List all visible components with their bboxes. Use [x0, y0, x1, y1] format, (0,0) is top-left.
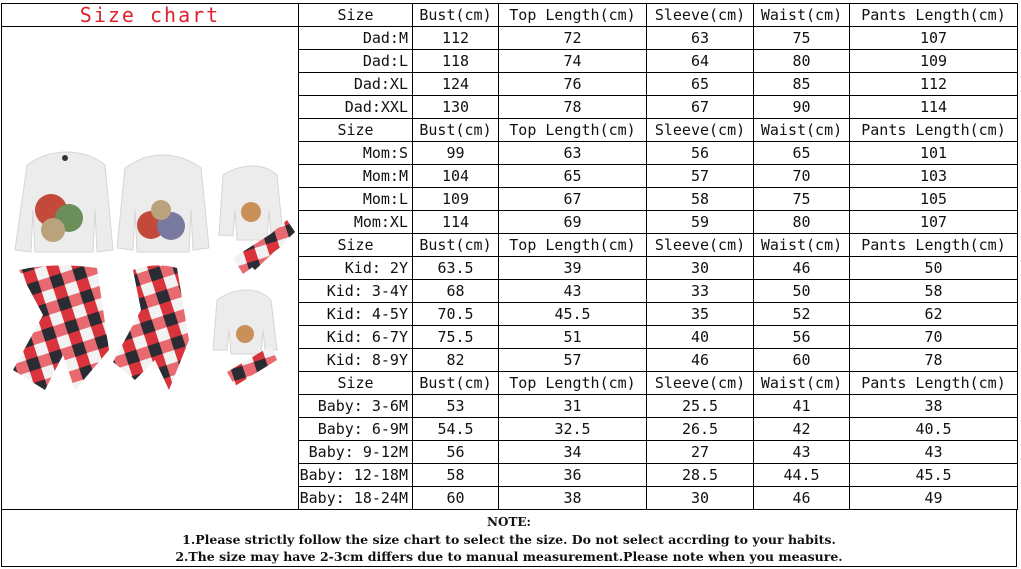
- column-header-size: Size: [299, 4, 413, 27]
- size-chart-title: Size chart: [2, 4, 299, 27]
- cell-top-length-cm: 69: [499, 211, 647, 234]
- column-header-waist-cm: Waist(cm): [754, 4, 850, 27]
- notes-title: NOTE:: [487, 515, 531, 529]
- cell-bust-cm: 114: [413, 211, 499, 234]
- size-label: Kid: 2Y: [299, 257, 413, 280]
- cell-top-length-cm: 39: [499, 257, 647, 280]
- product-image-cell: [2, 27, 299, 510]
- notes-line-2: 2.The size may have 2-3cm differs due to manual measurement.Please note when you measure.: [175, 549, 843, 564]
- cell-pants-length-cm: 107: [850, 27, 1018, 50]
- cell-top-length-cm: 38: [499, 487, 647, 510]
- cell-pants-length-cm: 50: [850, 257, 1018, 280]
- cell-pants-length-cm: 78: [850, 349, 1018, 372]
- cell-bust-cm: 99: [413, 142, 499, 165]
- cell-waist-cm: 85: [754, 73, 850, 96]
- cell-top-length-cm: 72: [499, 27, 647, 50]
- cell-pants-length-cm: 62: [850, 303, 1018, 326]
- cell-top-length-cm: 43: [499, 280, 647, 303]
- cell-bust-cm: 118: [413, 50, 499, 73]
- cell-bust-cm: 58: [413, 464, 499, 487]
- cell-waist-cm: 46: [754, 257, 850, 280]
- cell-top-length-cm: 32.5: [499, 418, 647, 441]
- column-header-pants-length-cm: Pants Length(cm): [850, 4, 1018, 27]
- cell-sleeve-cm: 58: [647, 188, 754, 211]
- cell-sleeve-cm: 30: [647, 257, 754, 280]
- cell-sleeve-cm: 65: [647, 73, 754, 96]
- cell-sleeve-cm: 26.5: [647, 418, 754, 441]
- cell-waist-cm: 70: [754, 165, 850, 188]
- cell-bust-cm: 75.5: [413, 326, 499, 349]
- cell-waist-cm: 75: [754, 188, 850, 211]
- column-header-sleeve-cm: Sleeve(cm): [647, 119, 754, 142]
- column-header-pants-length-cm: Pants Length(cm): [850, 234, 1018, 257]
- column-header-bust-cm: Bust(cm): [413, 4, 499, 27]
- cell-bust-cm: 124: [413, 73, 499, 96]
- notes-line-1: 1.Please strictly follow the size chart to select the size. Do not select accrding to your habits.: [182, 532, 836, 547]
- cell-top-length-cm: 67: [499, 188, 647, 211]
- cell-top-length-cm: 74: [499, 50, 647, 73]
- cell-sleeve-cm: 40: [647, 326, 754, 349]
- cell-top-length-cm: 31: [499, 395, 647, 418]
- cell-waist-cm: 65: [754, 142, 850, 165]
- cell-bust-cm: 112: [413, 27, 499, 50]
- size-label: Baby: 9-12M: [299, 441, 413, 464]
- cell-pants-length-cm: 43: [850, 441, 1018, 464]
- cell-pants-length-cm: 112: [850, 73, 1018, 96]
- cell-sleeve-cm: 30: [647, 487, 754, 510]
- cell-sleeve-cm: 56: [647, 142, 754, 165]
- cell-bust-cm: 70.5: [413, 303, 499, 326]
- size-label: Kid: 3-4Y: [299, 280, 413, 303]
- cell-bust-cm: 82: [413, 349, 499, 372]
- cell-sleeve-cm: 27: [647, 441, 754, 464]
- cell-top-length-cm: 63: [499, 142, 647, 165]
- cell-waist-cm: 90: [754, 96, 850, 119]
- cell-bust-cm: 56: [413, 441, 499, 464]
- cell-waist-cm: 60: [754, 349, 850, 372]
- cell-waist-cm: 43: [754, 441, 850, 464]
- column-header-bust-cm: Bust(cm): [413, 372, 499, 395]
- size-label: Dad:L: [299, 50, 413, 73]
- column-header-waist-cm: Waist(cm): [754, 119, 850, 142]
- cell-waist-cm: 56: [754, 326, 850, 349]
- column-header-sleeve-cm: Sleeve(cm): [647, 4, 754, 27]
- column-header-size: Size: [299, 234, 413, 257]
- size-label: Kid: 8-9Y: [299, 349, 413, 372]
- cell-sleeve-cm: 25.5: [647, 395, 754, 418]
- cell-waist-cm: 80: [754, 50, 850, 73]
- cell-top-length-cm: 78: [499, 96, 647, 119]
- column-header-top-length-cm: Top Length(cm): [499, 234, 647, 257]
- cell-bust-cm: 54.5: [413, 418, 499, 441]
- column-header-waist-cm: Waist(cm): [754, 372, 850, 395]
- cell-pants-length-cm: 103: [850, 165, 1018, 188]
- cell-top-length-cm: 45.5: [499, 303, 647, 326]
- cell-sleeve-cm: 35: [647, 303, 754, 326]
- cell-top-length-cm: 57: [499, 349, 647, 372]
- cell-waist-cm: 42: [754, 418, 850, 441]
- size-label: Dad:XXL: [299, 96, 413, 119]
- column-header-top-length-cm: Top Length(cm): [499, 119, 647, 142]
- cell-sleeve-cm: 28.5: [647, 464, 754, 487]
- cell-bust-cm: 130: [413, 96, 499, 119]
- size-label: Mom:M: [299, 165, 413, 188]
- cell-waist-cm: 75: [754, 27, 850, 50]
- cell-waist-cm: 52: [754, 303, 850, 326]
- cell-pants-length-cm: 109: [850, 50, 1018, 73]
- cell-sleeve-cm: 46: [647, 349, 754, 372]
- cell-top-length-cm: 51: [499, 326, 647, 349]
- cell-pants-length-cm: 58: [850, 280, 1018, 303]
- size-label: Kid: 6-7Y: [299, 326, 413, 349]
- column-header-waist-cm: Waist(cm): [754, 234, 850, 257]
- family-pajamas-product-photo-icon: [5, 140, 295, 390]
- column-header-size: Size: [299, 119, 413, 142]
- column-header-top-length-cm: Top Length(cm): [499, 4, 647, 27]
- size-label: Mom:S: [299, 142, 413, 165]
- cell-waist-cm: 44.5: [754, 464, 850, 487]
- cell-pants-length-cm: 101: [850, 142, 1018, 165]
- cell-pants-length-cm: 49: [850, 487, 1018, 510]
- size-label: Dad:M: [299, 27, 413, 50]
- cell-pants-length-cm: 38: [850, 395, 1018, 418]
- column-header-sleeve-cm: Sleeve(cm): [647, 372, 754, 395]
- column-header-bust-cm: Bust(cm): [413, 119, 499, 142]
- cell-bust-cm: 60: [413, 487, 499, 510]
- size-label: Dad:XL: [299, 73, 413, 96]
- cell-top-length-cm: 36: [499, 464, 647, 487]
- size-label: Kid: 4-5Y: [299, 303, 413, 326]
- cell-pants-length-cm: 114: [850, 96, 1018, 119]
- cell-top-length-cm: 76: [499, 73, 647, 96]
- size-chart-table: [1, 3, 1018, 510]
- cell-waist-cm: 41: [754, 395, 850, 418]
- size-label: Mom:L: [299, 188, 413, 211]
- cell-waist-cm: 80: [754, 211, 850, 234]
- column-header-pants-length-cm: Pants Length(cm): [850, 119, 1018, 142]
- size-label: Baby: 12-18M: [299, 464, 413, 487]
- column-header-bust-cm: Bust(cm): [413, 234, 499, 257]
- column-header-top-length-cm: Top Length(cm): [499, 372, 647, 395]
- column-header-pants-length-cm: Pants Length(cm): [850, 372, 1018, 395]
- cell-bust-cm: 63.5: [413, 257, 499, 280]
- cell-bust-cm: 68: [413, 280, 499, 303]
- cell-sleeve-cm: 57: [647, 165, 754, 188]
- cell-waist-cm: 46: [754, 487, 850, 510]
- cell-sleeve-cm: 63: [647, 27, 754, 50]
- cell-waist-cm: 50: [754, 280, 850, 303]
- cell-bust-cm: 104: [413, 165, 499, 188]
- cell-sleeve-cm: 33: [647, 280, 754, 303]
- cell-top-length-cm: 65: [499, 165, 647, 188]
- size-label: Baby: 18-24M: [299, 487, 413, 510]
- cell-top-length-cm: 34: [499, 441, 647, 464]
- column-header-size: Size: [299, 372, 413, 395]
- size-label: Baby: 6-9M: [299, 418, 413, 441]
- cell-pants-length-cm: 70: [850, 326, 1018, 349]
- size-label: Baby: 3-6M: [299, 395, 413, 418]
- header-row: [2, 4, 1018, 27]
- cell-pants-length-cm: 105: [850, 188, 1018, 211]
- cell-pants-length-cm: 40.5: [850, 418, 1018, 441]
- cell-sleeve-cm: 59: [647, 211, 754, 234]
- cell-sleeve-cm: 67: [647, 96, 754, 119]
- column-header-sleeve-cm: Sleeve(cm): [647, 234, 754, 257]
- cell-bust-cm: 109: [413, 188, 499, 211]
- cell-bust-cm: 53: [413, 395, 499, 418]
- cell-sleeve-cm: 64: [647, 50, 754, 73]
- notes-box: [1, 509, 1017, 567]
- table-row: [2, 27, 1018, 50]
- size-label: Mom:XL: [299, 211, 413, 234]
- cell-pants-length-cm: 45.5: [850, 464, 1018, 487]
- cell-pants-length-cm: 107: [850, 211, 1018, 234]
